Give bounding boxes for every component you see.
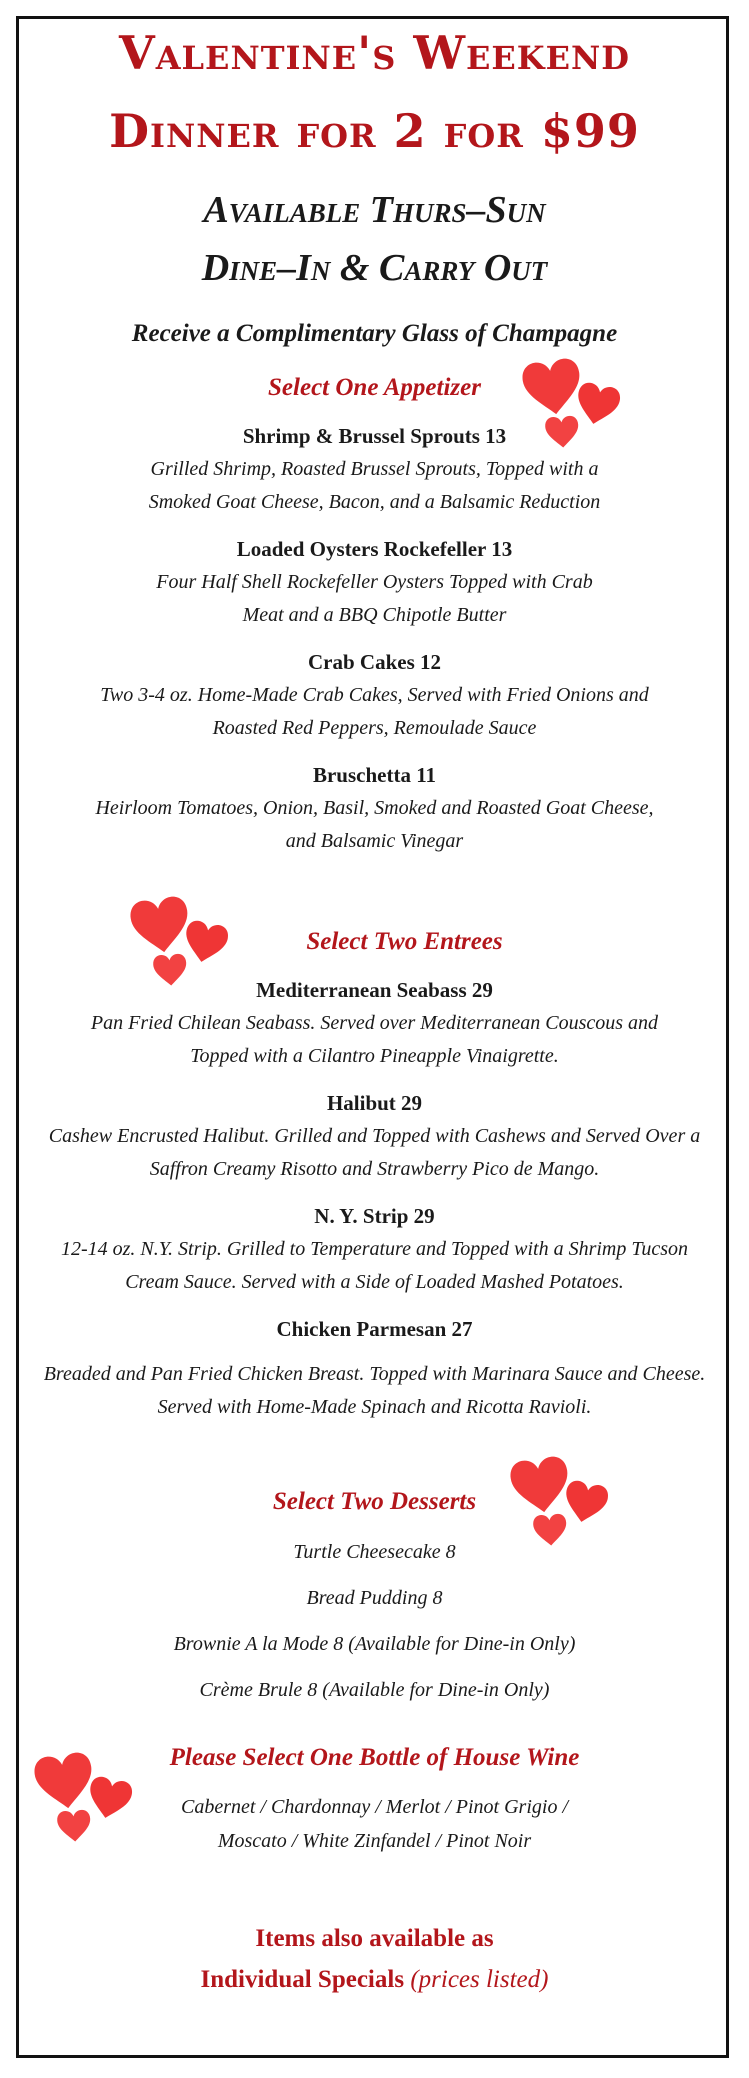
appetizer-name: Loaded Oysters Rockefeller 13: [236, 537, 513, 561]
entree-desc: Saffron Creamy Risotto and Strawberry Pico de Mango.: [149, 1158, 600, 1180]
appetizer-desc: Meat and a BBQ Chipotle Butter: [242, 604, 507, 626]
dessert-item: Crème Brule 8 (Available for Dine-in Only): [199, 1679, 550, 1701]
heart-cluster-icon: [516, 350, 626, 450]
wine-list-line: Cabernet / Chardonnay / Merlot / Pinot Grigio /: [180, 1796, 569, 1818]
dessert-item: Turtle Cheesecake 8: [293, 1541, 456, 1563]
dessert-item: Brownie A la Mode 8 (Available for Dine-in Only): [173, 1633, 576, 1655]
entree-desc: Pan Fried Chilean Seabass. Served over Mediterranean Couscous and: [90, 1012, 659, 1034]
availability-line: Available Thurs–Sun: [203, 189, 546, 231]
entree-desc: Cream Sauce. Served with a Side of Loaded Mashed Potatoes.: [125, 1271, 624, 1293]
dessert-heading: Select Two Desserts: [272, 1488, 477, 1515]
appetizer-name: Shrimp & Brussel Sprouts 13: [242, 424, 507, 448]
appetizer-desc: Roasted Red Peppers, Remoulade Sauce: [212, 717, 537, 739]
appetizer-desc: Grilled Shrimp, Roasted Brussel Sprouts, Topped with a: [150, 458, 599, 480]
dessert-item: Bread Pudding 8: [306, 1587, 443, 1609]
heart-cluster-icon: [28, 1744, 138, 1844]
appetizer-desc: Heirloom Tomatoes, Onion, Basil, Smoked and Roasted Goat Cheese,: [95, 797, 654, 819]
appetizer-name: Bruschetta 11: [312, 763, 437, 787]
entree-desc: Topped with a Cilantro Pineapple Vinaigrette.: [190, 1045, 559, 1067]
entree-name: N. Y. Strip 29: [314, 1204, 435, 1228]
footer-line-2: [0, 1966, 749, 1994]
heart-cluster-icon: [124, 888, 234, 988]
entree-desc: Breaded and Pan Fried Chicken Breast. Topped with Marinara Sauce and Cheese.: [43, 1363, 706, 1385]
footer-specials: Individual Specials: [200, 1966, 405, 1993]
entree-desc: Served with Home-Made Spinach and Ricotta Ravioli.: [157, 1396, 592, 1418]
entree-heading: Select Two Entrees: [306, 928, 503, 955]
appetizer-heading: Select One Appetizer: [268, 374, 481, 401]
title-line-1: Valentine's Weekend: [119, 26, 630, 80]
entree-desc: Cashew Encrusted Halibut. Grilled and Topped with Cashews and Served Over a: [48, 1125, 701, 1147]
entree-name: Halibut 29: [326, 1091, 423, 1115]
appetizer-desc: Four Half Shell Rockefeller Oysters Topped with Crab: [156, 571, 593, 593]
entree-desc: 12-14 oz. N.Y. Strip. Grilled to Temperature and Topped with a Shrimp Tucson: [60, 1238, 689, 1260]
footer-prices-note: (prices listed): [410, 1966, 549, 1993]
appetizer-desc: and Balsamic Vinegar: [285, 830, 464, 852]
footer-line-1: Items also available as: [255, 1925, 494, 1952]
appetizer-name: Crab Cakes 12: [307, 650, 441, 674]
champagne-offer: Receive a Complimentary Glass of Champagne: [131, 320, 618, 347]
title-line-2: Dinner for 2 for $99: [109, 104, 640, 158]
heart-cluster-icon: [504, 1448, 614, 1548]
wine-list-line: Moscato / White Zinfandel / Pinot Noir: [217, 1830, 532, 1852]
entree-name: Mediterranean Seabass 29: [256, 978, 493, 1002]
entree-name: Chicken Parmesan 27: [276, 1317, 473, 1341]
appetizer-desc: Two 3-4 oz. Home-Made Crab Cakes, Served with Fried Onions and: [100, 684, 649, 706]
service-line: Dine–In & Carry Out: [201, 247, 548, 289]
wine-heading: Please Select One Bottle of House Wine: [169, 1744, 580, 1771]
appetizer-desc: Smoked Goat Cheese, Bacon, and a Balsamic Reduction: [148, 491, 601, 513]
